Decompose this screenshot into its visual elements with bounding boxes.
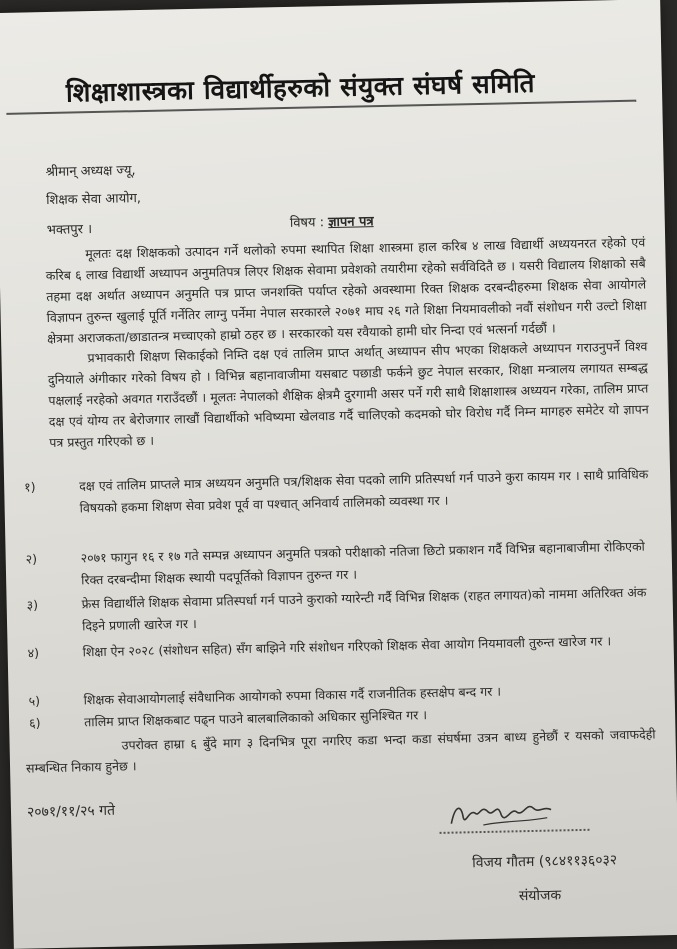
demand-number: ४) [27,645,40,661]
demand-item [24,463,649,516]
paragraph-2-text: प्रभावकारी शिक्षण सिकाईको निम्ति दक्ष एवं तालिम प्राप्त अर्थात् अध्यापन सीप भएका शिक्षकले अध्यापन गराउनुपर्ने विश्व दुनियाले अंगीकार गरेको विषय हो । विभिन्न बहानावाजीमा यसबाट पछाडी फर्कने छुट नेपाल सरकार, शिक्षा मन्त्रालय लगायत सम्बद्ध पक्षलाई नरहेको अवगत गराउँदछौं । मूलतः नेपालको शैक्षिक क्षेत्रमै दुरगामी असर पर्ने गरी साथै शिक्षाशास्त्र अध्ययन गरेका, तालिम प्राप्त दक्ष एवं योग्य तर बेरोजगार लाखौं विद्यार्थीको भविष्यमा खेलवाड गर्दै चालिएको कदमको घोर विरोध गर्दै निम्न मागहरु समेटेर यो ज्ञापन पत्र प्रस्तुत गरिएको छ । [47,338,649,451]
demand-number: ६) [28,715,41,731]
paragraph-1 [45,231,647,349]
demand-number: १) [24,479,36,495]
subject-label: विषय : [289,215,325,231]
demand-text: तालिम प्राप्त शिक्षकबाट पढ्न पाउने बालबालिकाको अधिकार सुनिश्चित गर । [83,707,428,730]
demand-number: ५) [28,693,41,709]
demand-item [25,535,650,588]
subject-title: ज्ञापन पत्र [328,214,374,231]
demand-text: फ्रेस विद्यार्थीले शिक्षक सेवामा प्रतिस्पर्धा गर्न पाउने कुराको ग्यारेन्टी गर्दै विभिन्न शिक्षक (राहत लगायत)को नाममा अतिरिक्त अंक दिइने प्रणाली खारेज गर । [81,584,647,634]
demand-item [28,677,653,709]
committee-heading: शिक्षाशास्त्रका विद्यार्थीहरुको संयुक्त संघर्ष समिति [65,68,536,109]
demand-number: ३) [26,597,39,613]
signer-role: संयोजक [518,887,562,905]
demand-number: २) [25,551,38,567]
signer-name: विजय गौतम (९८४११३६०३२ [472,852,618,872]
paragraph-1-text: मूलतः दक्ष शिक्षकको उत्पादन गर्ने थलोको रुपमा स्थापित शिक्षा शास्त्रमा हाल करिब ४ लाख विद्यार्थी अध्ययनरत रहेको एवं करिब ६ लाख विद्यार्थी अध्यापन अनुमतिपत्र लिएर शिक्षक सेवामा प्रवेशको तयारीमा रहेको सर्वविदितै छ । यसरी विद्यालय शिक्षाको सबै तहमा दक्ष अर्थात अध्यापन अनुमति पत्र प्राप्त जनशक्ति पर्याप्त रहेको अवस्थामा रिक्त शिक्षक दरबन्दीहरुमा शिक्षक सेवा आयोगले विज्ञापन तुरुन्त खुलाई पूर्ति गर्नेतिर लाग्नु पर्नेमा नेपाल सरकारले २०७१ माघ २६ गते शिक्षा नियमावलीको नवौं संशोधन गरी उल्टो शिक्षा क्षेत्रमा अराजकता/छाडातन्त्र मच्चाएको हाम्रो ठहर छ । सरकारको यस रवैयाको हामी घोर निन्दा एवं भत्सर्ना गर्दछौं । [45,234,647,347]
closing-text: उपरोक्त हाम्रा ६ बुँदे माग ३ दिनभित्र पूरा नगरिए कडा भन्दा कडा संघर्षमा उत्रन बाध्य हुनेछौं र यसको जवाफदेही सम्बन्धित निकाय हुनेछ । [25,726,656,776]
address-line-1: श्रीमान् अध्यक्ष ज्यू, [45,163,136,181]
paragraph-2 [47,335,649,453]
document-date: २०७१/११/२५ गते [26,802,116,821]
demand-text: शिक्षक सेवाआयोगलाई संवैधानिक आयोगको रुपमा विकास गर्दै राजनीतिक हस्तक्षेप बन्द गर । [83,683,502,708]
address-line-3: भक्तपुर । [46,222,93,239]
demand-text: २०७१ फागुन १६ र १७ गते सम्पन्न अध्यापन अनुमति पत्रको परीक्षाको नतिजा छिटो प्रकाशन गर्दै विभिन्न बहानाबाजीमा रोकिएको रिक्त दरबन्दीमा शिक्षक स्थायी पदपूर्तिको विज्ञापन तुरुन्त गर । [80,538,645,588]
demand-text: दक्ष एवं तालिम प्राप्तले मात्र अध्ययन अनुमति पत्र/शिक्षक सेवा पदको लागि प्रतिस्पर्धा गर्न पाउने कुरा कायम गर । साथै प्राविधिक विषयको हकमा शिक्षण सेवा प्रवेश पूर्व वा पश्चात् अनिवार्य तालिमको व्यवस्था गर । [79,466,649,516]
demand-text: शिक्षा ऐन २०२८ (संशोधन सहित) सँग बाझिने गरि संशोधन गरिएको शिक्षक सेवा आयोग नियमावली तुरुन्त खारेज गर । [82,633,612,660]
address-line-2: शिक्षक सेवा आयोग, [46,191,142,209]
